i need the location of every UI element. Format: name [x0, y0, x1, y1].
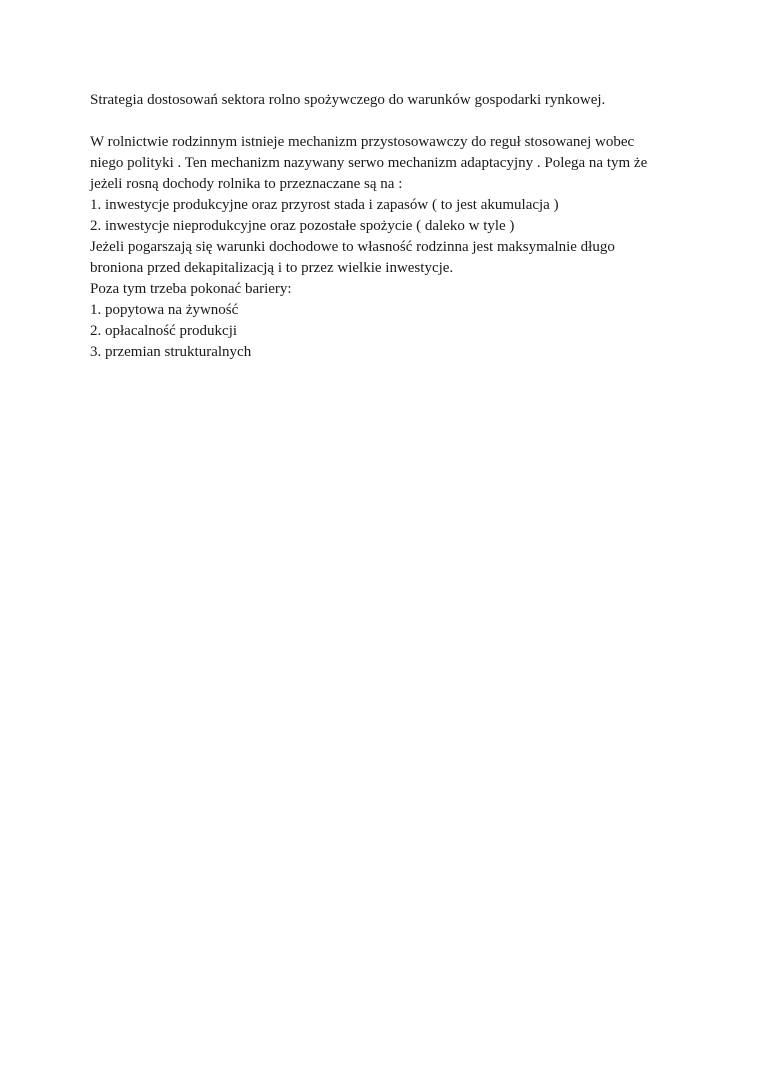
list-item: 1. inwestycje produkcyjne oraz przyrost stada i zapasów ( to jest akumulacja ) — [90, 197, 559, 213]
text-line: niego polityki . Ten mechanizm nazywany serwo mechanizm adaptacyjny . Polega na tym że — [90, 155, 648, 171]
list-item: 2. opłacalność produkcji — [90, 323, 238, 339]
text-line: broniona przed dekapitalizacją i to przez wielkie inwestycje. — [90, 260, 454, 276]
text-line: Jeżeli pogarszają się warunki dochodowe to własność rodzinna jest maksymalnie długo — [90, 239, 615, 255]
text-line: Poza tym trzeba pokonać bariery: — [90, 281, 292, 297]
list-item: 2. inwestycje nieprodukcyjne oraz pozostałe spożycie ( daleko w tyle ) — [90, 218, 515, 234]
list-item: 3. przemian strukturalnych — [90, 344, 252, 360]
blank-line — [90, 111, 680, 132]
text-line: jeżeli rosną dochody rolnika to przeznaczane są na : — [90, 176, 403, 192]
document-title: Strategia dostosowań sektora rolno spożywczego do warunków gospodarki rynkowej. — [90, 92, 606, 108]
list-item: 1. popytowa na żywność — [90, 302, 239, 318]
text-line: W rolnictwie rodzinnym istnieje mechanizm przystosowawczy do reguł stosowanej wobec — [90, 134, 635, 150]
text-block — [90, 90, 680, 363]
